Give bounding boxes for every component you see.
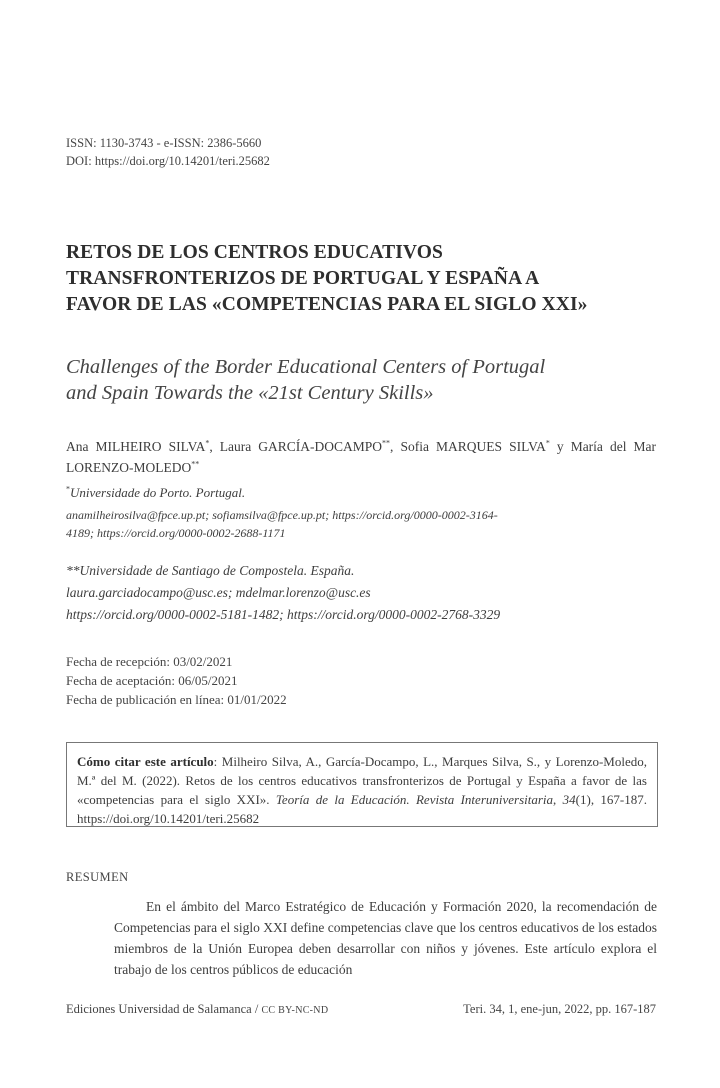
date-published: Fecha de publicación en línea: 01/01/2022 bbox=[66, 692, 287, 707]
affiliation-2-name: **Universidade de Santiago de Compostela. España. bbox=[66, 563, 355, 578]
author-1: Ana MILHEIRO SILVA bbox=[66, 439, 206, 454]
footer-publisher-name: Ediciones Universidad de Salamanca / bbox=[66, 1002, 262, 1016]
affiliation-1-contacts bbox=[66, 506, 656, 542]
issn-line: ISSN: 1130-3743 - e-ISSN: 2386-5660 bbox=[66, 136, 262, 150]
affiliation-2 bbox=[66, 560, 656, 626]
author-4: María del Mar LORENZO-MOLEDO bbox=[66, 439, 656, 475]
title-line-2: TRANSFRONTERIZOS DE PORTUGAL Y ESPAÑA A bbox=[66, 268, 540, 289]
abstract-heading: RESUMEN bbox=[66, 870, 129, 884]
doi-line[interactable]: DOI: https://doi.org/10.14201/teri.25682 bbox=[66, 154, 270, 168]
date-accepted: Fecha de aceptación: 06/05/2021 bbox=[66, 673, 238, 688]
title-line-1: RETOS DE LOS CENTROS EDUCATIVOS bbox=[66, 242, 443, 263]
citation-box bbox=[66, 742, 658, 827]
citation-label: Cómo citar este artículo bbox=[77, 754, 214, 769]
abstract-text: En el ámbito del Marco Estratégico de Educación y Formación 2020, la recomendación de Competencias para el siglo XXI define competencias clave que los centros educativos de los estados miembros de la Unión Europea deben desarrollar con niños y jóvenes. Este artículo explora el trabajo de los centros públicos de educación bbox=[114, 899, 657, 977]
footer-reference: Teri. 34, 1, ene-jun, 2022, pp. 167-187 bbox=[463, 1002, 656, 1016]
article-subtitle bbox=[66, 354, 666, 406]
author-3-mark: * bbox=[545, 438, 550, 448]
affiliation-1-name: Universidade do Porto. Portugal. bbox=[70, 485, 246, 500]
citation-text-2: (1), 167-187. https://doi.org/10.14201/teri.25682 bbox=[77, 792, 647, 826]
citation-separator: , bbox=[553, 792, 563, 807]
citation-journal: Teoría de la Educación. Revista Interuniversitaria bbox=[275, 792, 554, 807]
affiliation-1-line-2[interactable]: 4189; https://orcid.org/0000-0002-2688-1171 bbox=[66, 526, 286, 540]
footer-license: CC BY-NC-ND bbox=[261, 1005, 329, 1016]
citation-volume: 34 bbox=[562, 792, 576, 807]
affiliation-2-emails[interactable]: laura.garciadocampo@usc.es; mdelmar.lorenzo@usc.es bbox=[66, 585, 371, 600]
affiliation-1-mark: * bbox=[66, 484, 70, 494]
author-3: Sofia MARQUES SILVA bbox=[400, 439, 546, 454]
affiliation-1-line-1[interactable]: anamilheirosilva@fpce.up.pt; sofiamsilva@fpce.up.pt; https://orcid.org/0000-0002-3164- bbox=[66, 508, 498, 522]
author-conjunction: y bbox=[556, 439, 564, 454]
abstract-body bbox=[114, 896, 657, 980]
subtitle-line-2: and Spain Towards the «21st Century Skills» bbox=[66, 382, 434, 404]
author-4-mark: ** bbox=[191, 459, 200, 469]
author-list: Ana MILHEIRO SILVA*, Laura GARCÍA-DOCAMPO**, Sofia MARQUES SILVA* y María del Mar LORENZO-MOLEDO** bbox=[66, 438, 656, 475]
author-2: Laura GARCÍA-DOCAMPO bbox=[219, 439, 383, 454]
affiliation-2-orcids[interactable]: https://orcid.org/0000-0002-5181-1482; https://orcid.org/0000-0002-2768-3329 bbox=[66, 607, 501, 622]
footer-publisher bbox=[66, 1002, 328, 1017]
title-line-3: FAVOR DE LAS «COMPETENCIAS PARA EL SIGLO XXI» bbox=[66, 294, 588, 315]
author-2-mark: ** bbox=[382, 438, 391, 448]
date-received: Fecha de recepción: 03/02/2021 bbox=[66, 654, 233, 669]
article-title bbox=[66, 240, 666, 318]
citation-text-1: : Milheiro Silva, A., García-Docampo, L., Marques Silva, S., y Lorenzo-Moledo, M.ª del M. (2022). Retos de los centros educativos transfronterizos de Portugal y España a favor de las «competencias para el siglo XXI». bbox=[77, 754, 647, 807]
affiliation-1 bbox=[66, 484, 656, 502]
subtitle-line-1: Challenges of the Border Educational Centers of Portugal bbox=[66, 356, 546, 378]
article-dates bbox=[66, 652, 287, 709]
author-1-mark: * bbox=[205, 438, 210, 448]
